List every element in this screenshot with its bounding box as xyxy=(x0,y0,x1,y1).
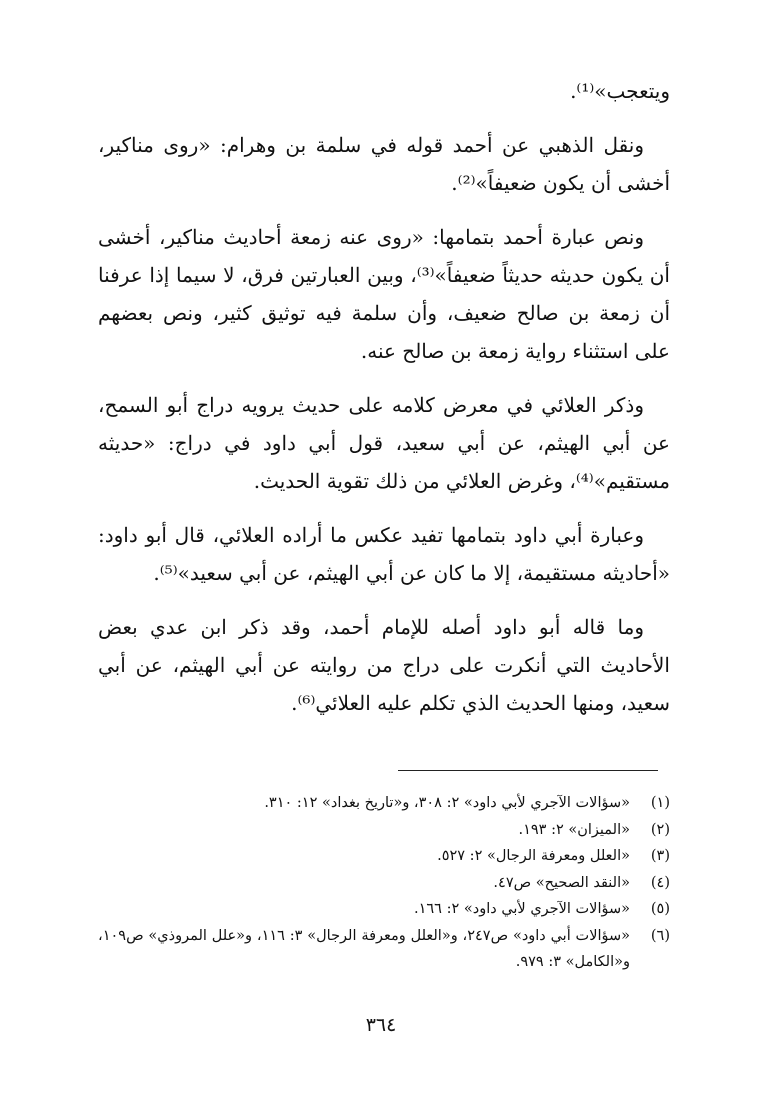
paragraph: ونقل الذهبي عن أحمد قوله في سلمة بن وهرام: «روى مناكير، أخشى أن يكون ضعيفاً»⁽²⁾. xyxy=(98,133,670,195)
footnote-number: (٣) xyxy=(650,848,670,864)
paragraph: ويتعجب»⁽¹⁾. xyxy=(570,79,670,103)
paragraph: وذكر العلائي في معرض كلامه على حديث يرويه دراج أبو السمح، عن أبي الهيثم، عن أبي سعيد، قول أبي داود في دراج: «حديثه مستقيم»⁽⁴⁾، وغرض العلائي من ذلك تقوية الحديث. xyxy=(98,393,670,493)
paragraph: وعبارة أبي داود بتمامها تفيد عكس ما أراده العلائي، قال أبو داود: «أحاديثه مستقيمة، إلا ما كان عن أبي الهيثم، عن أبي سعيد»⁽⁵⁾. xyxy=(98,523,670,585)
footnote xyxy=(98,896,670,923)
footnote-number: (١) xyxy=(650,795,670,811)
footnote-text: «سؤالات الآجري لأبي داود» ٢: ١٦٦. xyxy=(414,901,630,917)
footnote-text: «سؤالات أبي داود» ص٢٤٧، و«العلل ومعرفة الرجال» ٣: ١١٦، و«علل المروذي» ص١٠٩، و«الكامل» ٣: ٩٧٩. xyxy=(98,927,631,970)
footnote-text: «العلل ومعرفة الرجال» ٢: ٥٢٧. xyxy=(437,848,630,864)
footnote-number: (٥) xyxy=(650,901,670,917)
footnote-separator xyxy=(398,770,658,771)
footnote xyxy=(98,843,670,870)
footnote xyxy=(98,870,670,897)
main-text xyxy=(98,72,670,738)
footnote-text: «الميزان» ٢: ١٩٣. xyxy=(518,821,630,838)
footnotes xyxy=(98,790,670,976)
footnote xyxy=(98,923,670,976)
footnote-number: (٤) xyxy=(650,874,670,891)
footnote xyxy=(98,817,670,844)
paragraph: ونص عبارة أحمد بتمامها: «روى عنه زمعة أحاديث مناكير، أخشى أن يكون حديثه حديثاً ضعيفاً»⁽³⁾، وبين العبارتين فرق، لا سيما إذا عرفنا أن زمعة بن صالح ضعيف، وأن سلمة فيه توثيق كثير، ونص بعضهم على استثناء رواية زمعة بن صالح عنه. xyxy=(98,225,670,363)
page-number: ٣٦٤ xyxy=(365,1014,397,1036)
footnote-number: (٦) xyxy=(650,927,670,944)
paragraph: وما قاله أبو داود أصله للإمام أحمد، وقد ذكر ابن عدي بعض الأحاديث التي أنكرت على دراج من روايته عن أبي الهيثم، عن أبي سعيد، ومنها الحديث الذي تكلم عليه العلائي⁽⁶⁾. xyxy=(98,615,670,715)
footnote-text: «النقد الصحيح» ص٤٧. xyxy=(493,874,630,891)
footnote-number: (٢) xyxy=(650,821,670,838)
footnote xyxy=(98,790,670,817)
footnote-text: «سؤالات الآجري لأبي داود» ٢: ٣٠٨، و«تاريخ بغداد» ١٢: ٣١٠. xyxy=(264,795,630,811)
